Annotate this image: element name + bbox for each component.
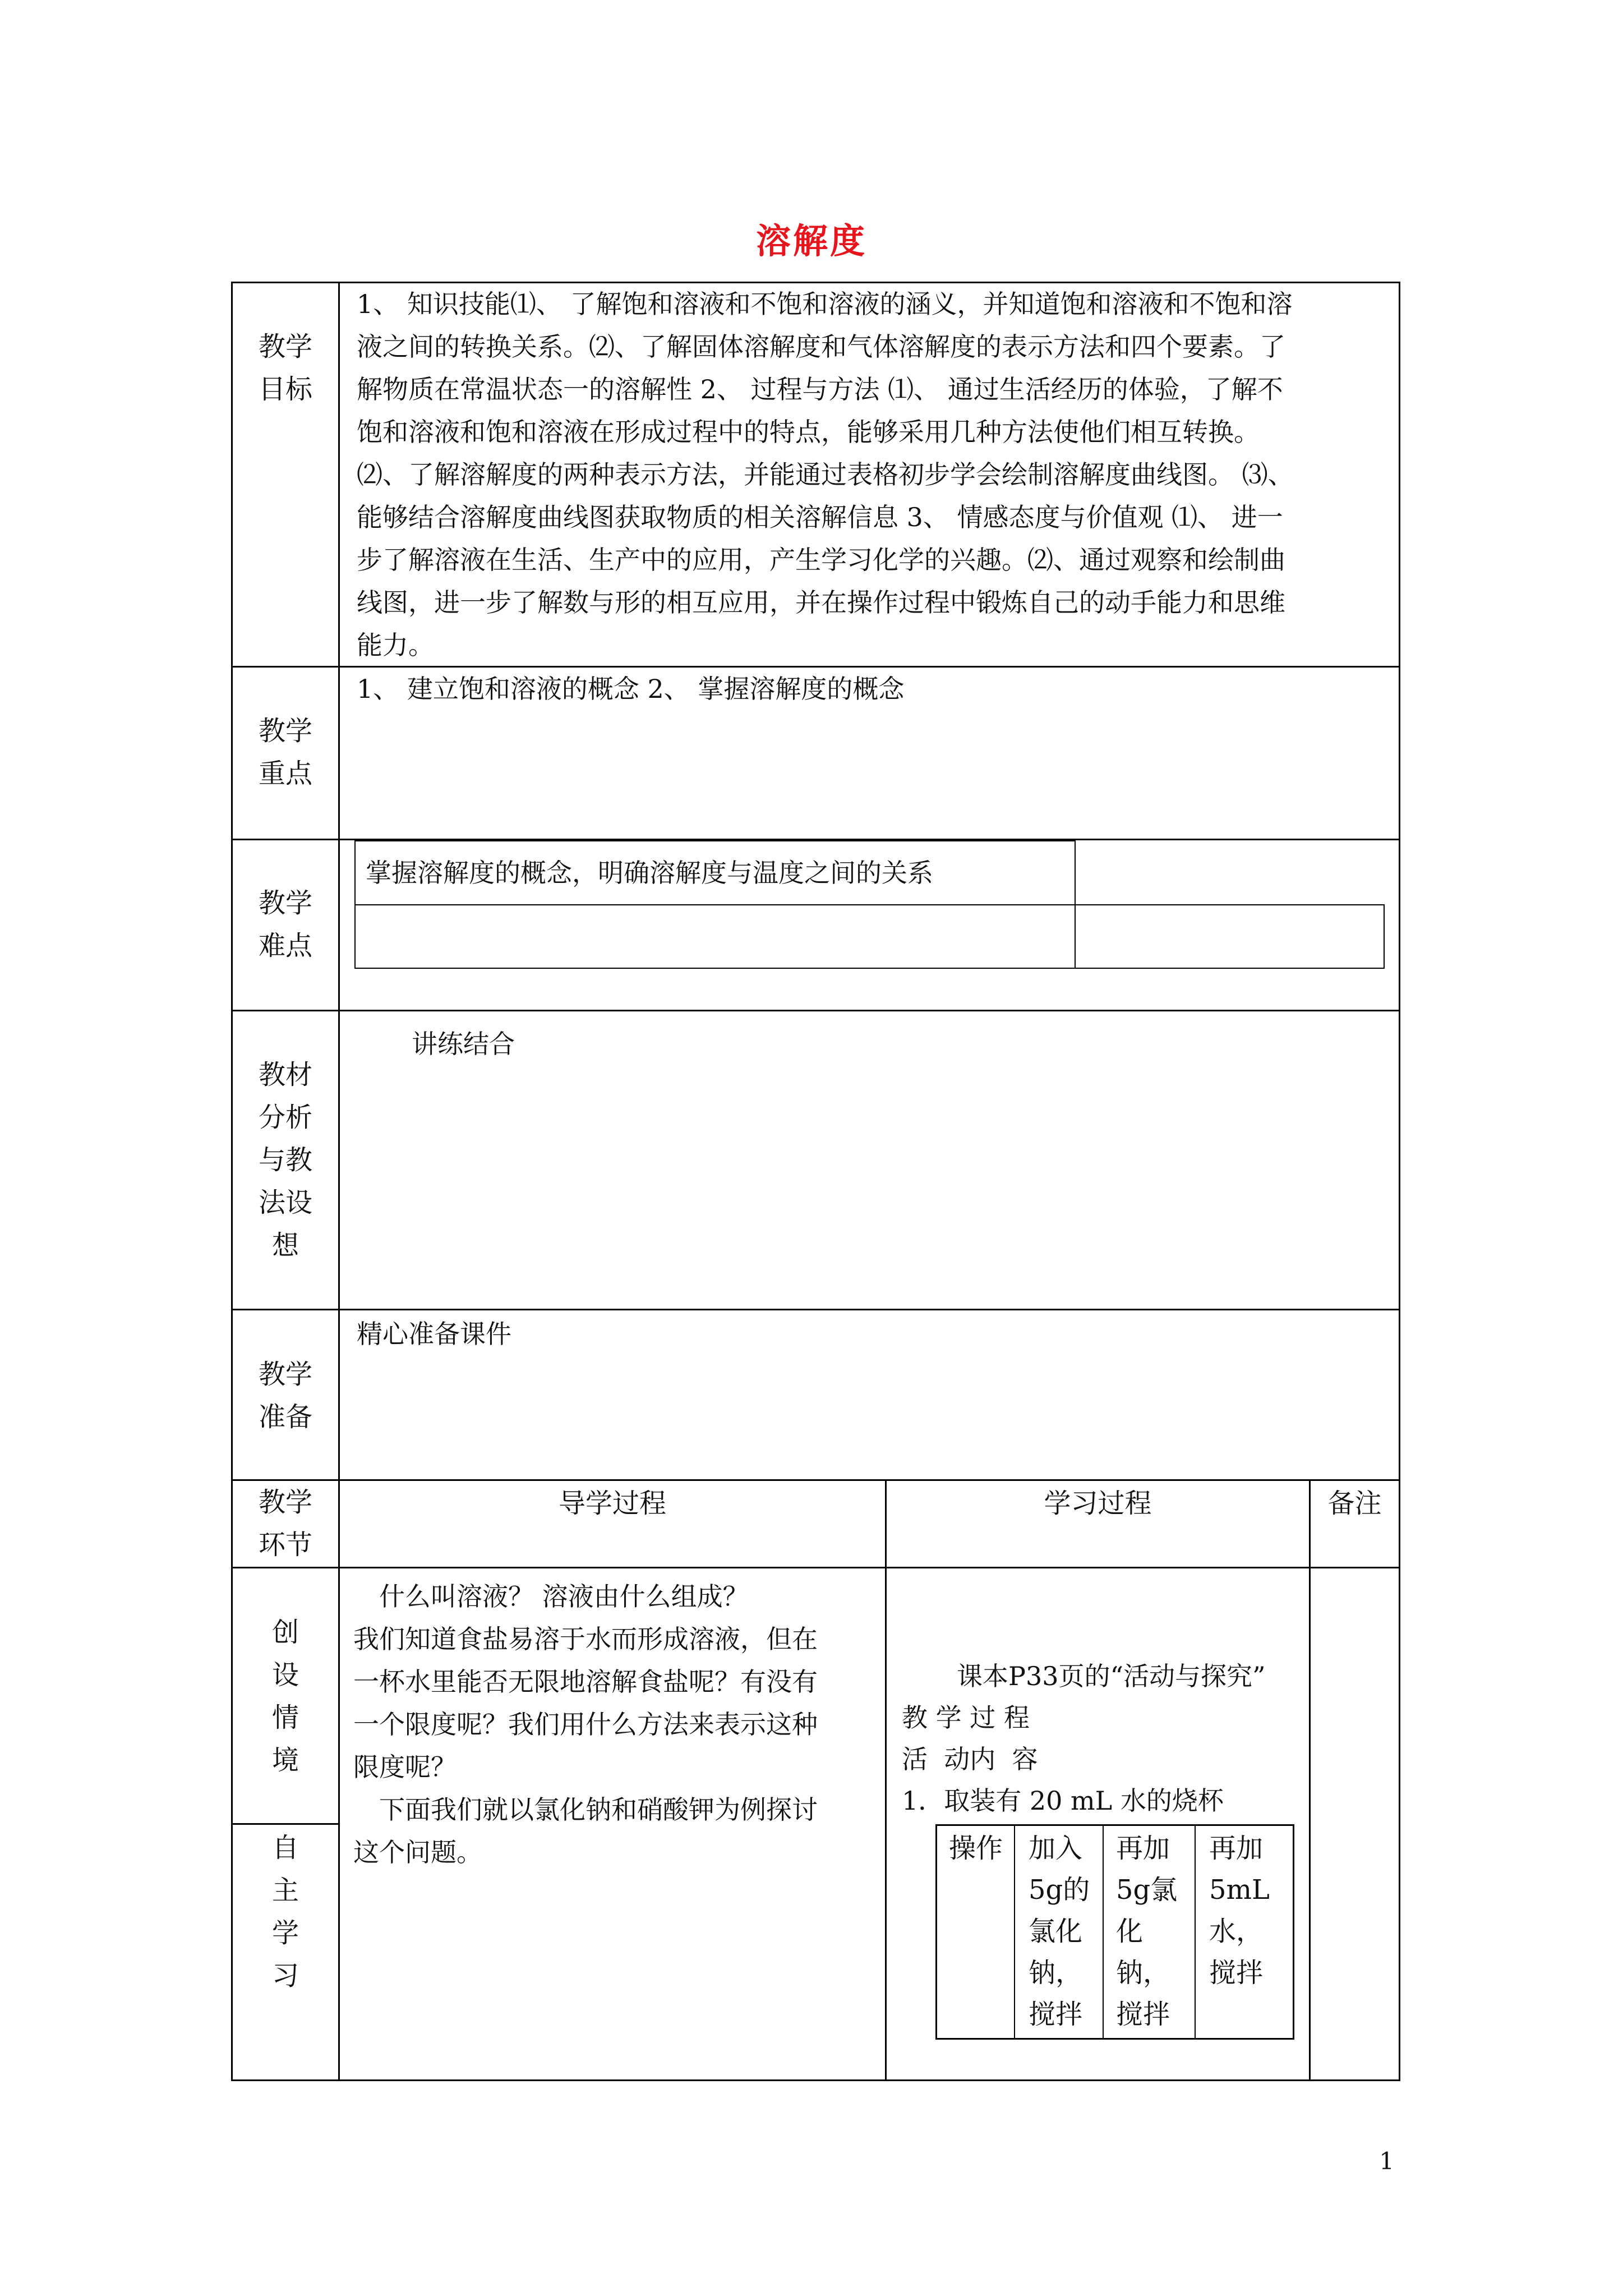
guide-line: 这个问题。 — [353, 1837, 482, 1867]
difficulties-content: 掌握溶解度的概念，明确溶解度与温度之间的关系 — [366, 858, 933, 888]
preparation-content: 精心准备课件 — [357, 1319, 511, 1349]
op-table-left — [935, 1824, 937, 2040]
guide-line: 什么叫溶液？ 溶液由什么组成？ — [379, 1581, 749, 1612]
guide-line: 一杯水里能否无限地溶解食盐呢？有没有 — [353, 1667, 818, 1697]
difficulty-box-left — [354, 840, 356, 969]
objectives-label: 教学目标 — [258, 331, 312, 405]
op-table-bottom — [935, 2038, 1294, 2040]
objectives-line: 1、 知识技能⑴、 了解饱和溶液和不饱和溶液的涵义，并知道饱和溶液和不饱和溶 — [357, 289, 1293, 319]
guide-line: 限度呢？ — [353, 1752, 457, 1782]
study-line: 课本P33页的“活动与探究” — [957, 1661, 1266, 1691]
analysis-content: 讲练结合 — [412, 1029, 515, 1059]
preparation-label: 教学准备 — [258, 1359, 312, 1433]
op-table-col — [1103, 1824, 1104, 2040]
op-table-right — [1293, 1824, 1294, 2040]
difficulty-box-split — [1075, 840, 1076, 969]
difficulty-box-top — [354, 840, 1076, 841]
notes-column-divider — [1309, 1479, 1311, 2081]
guide-header: 导学过程 — [558, 1488, 666, 1519]
stage-divider — [231, 1823, 340, 1825]
op-table-col — [1014, 1824, 1015, 2040]
analysis-label: 教材分析与教法设想 — [258, 1059, 312, 1261]
guide-line: 下面我们就以氯化钠和硝酸钾为例探讨 — [379, 1795, 818, 1825]
page-number: 1 — [1379, 2147, 1394, 2175]
guide-column-divider — [885, 1479, 887, 2081]
key-points-content: 1、 建立饱和溶液的概念 2、 掌握溶解度的概念 — [357, 674, 905, 704]
stage-create-situation: 创设情境 — [271, 1617, 299, 1776]
op-table-top — [935, 1824, 1294, 1826]
objectives-line: 液之间的转换关系。⑵、了解固体溶解度和气体溶解度的表示方法和四个要素。了 — [357, 332, 1285, 362]
stage-header-label: 教学环节 — [258, 1487, 312, 1561]
difficulty-box-mid — [354, 904, 1385, 905]
objectives-line: 饱和溶液和饱和溶液在形成过程中的特点，能够采用几种方法使他们相互转换。 — [357, 417, 1260, 447]
guide-line: 我们知道食盐易溶于水而形成溶液，但在 — [353, 1624, 818, 1654]
table-border-left — [231, 282, 233, 2081]
label-column-divider — [338, 282, 340, 2081]
study-line: 1．取装有 20 mL 水的烧杯 — [902, 1786, 1224, 1816]
row-divider — [231, 1010, 1400, 1011]
difficulties-label — [250, 882, 321, 967]
stage-self-study: 自主学习 — [271, 1832, 299, 1991]
difficulties-label-text: 教学难点 — [258, 887, 312, 961]
objectives-line: 线图，进一步了解数与形的相互应用，并在操作过程中锻炼自己的动手能力和思维 — [357, 587, 1285, 618]
guide-content — [353, 1575, 878, 1874]
objectives-line: 能够结合溶解度曲线图获取物质的相关溶解信息 3、 情感态度与价值观 ⑴、 进一 — [357, 502, 1283, 532]
objectives-line: 解物质在常温状态一的溶解性 2、 过程与方法 ⑴、 通过生活经历的体验，了解不 — [357, 374, 1283, 404]
study-line: 活 动内 容 — [902, 1744, 1038, 1774]
key-points-label: 教学重点 — [258, 715, 312, 789]
objectives-line: 步了解溶液在生活、生产中的应用，产生学习化学的兴趣。⑵、通过观察和绘制曲 — [357, 545, 1285, 575]
objectives-line: 能力。 — [357, 630, 434, 660]
op-cell-operation: 操作 — [948, 1833, 1003, 1864]
notes-header: 备注 — [1327, 1488, 1382, 1519]
row-divider — [231, 1567, 1400, 1568]
table-border-right — [1399, 282, 1400, 2081]
difficulty-box-bottom — [354, 968, 1385, 969]
study-header: 学习过程 — [1044, 1488, 1152, 1519]
row-divider — [231, 1309, 1400, 1310]
document-title: 溶解度 — [755, 220, 867, 261]
guide-line: 一个限度呢？我们用什么方法来表示这种 — [353, 1709, 818, 1740]
table-border-bottom — [231, 2079, 1400, 2081]
op-cell-add-more-5g: 再加5g氯化钠，搅拌 — [1116, 1833, 1178, 2030]
difficulty-box-right — [1384, 904, 1385, 969]
op-cell-add-water: 再加5mL水，搅拌 — [1209, 1833, 1270, 1989]
objectives-content — [357, 283, 1389, 666]
row-divider — [231, 1479, 1400, 1481]
op-table-col — [1195, 1824, 1196, 2040]
op-cell-add-5g: 加入5g的氯化钠，搅拌 — [1029, 1833, 1090, 2030]
study-line: 教 学 过 程 — [902, 1703, 1030, 1733]
objectives-line: ⑵、了解溶解度的两种表示方法，并能通过表格初步学会绘制溶解度曲线图。 ⑶、 — [357, 459, 1294, 490]
